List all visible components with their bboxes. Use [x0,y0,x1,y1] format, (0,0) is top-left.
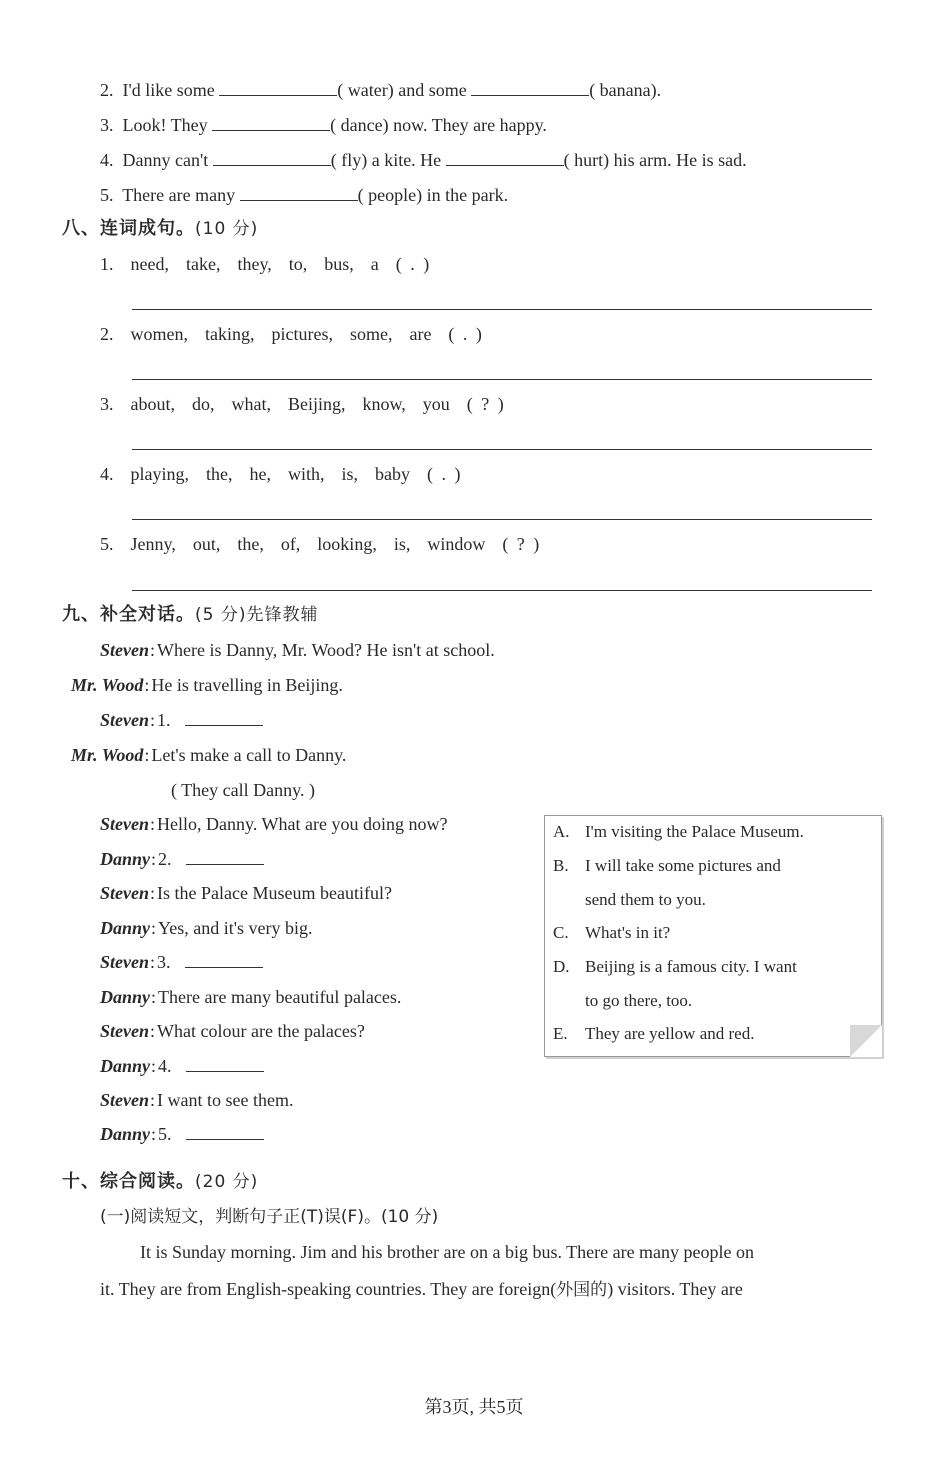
dialogue-line: Steven: Is the Palace Museum beautiful? [100,883,392,903]
reorder-item-1: 1. need, take, they, to, bus, a ( . ) [100,254,430,274]
dialogue-line: Steven: What colour are the palaces? [100,1021,365,1041]
fill-item-2: 2. I'd like some ( water) and some ( banana). [100,77,661,101]
page-curl-decoration [850,1025,882,1057]
option-item: C. What's in it? [553,923,671,942]
reorder-item-3: 3. about, do, what, Beijing, know, you ( ? ) [100,394,504,414]
dialogue-line: Steven: I want to see them. [100,1090,294,1110]
section-9-title: 九、补全对话。(5 分)先锋教辅 [62,604,319,625]
dialogue-line: Danny: 4. [100,1055,264,1077]
options-box [544,815,882,1057]
fill-item-5: 5. There are many ( people) in the park. [100,182,508,206]
answer-blank[interactable] [185,709,263,726]
answer-blank[interactable] [186,1055,264,1072]
dialogue-line: Mr. Wood: He is travelling in Beijing. [71,675,343,695]
section-10-subtitle: (一)阅读短文，判断句子正(T)误(F)。(10 分) [100,1207,439,1227]
dialogue-line: Danny: 5. [100,1123,264,1145]
answer-line[interactable] [132,309,872,310]
answer-blank[interactable] [219,77,337,96]
reading-passage-line-1: It is Sunday morning. Jim and his brother are on a big bus. There are many people on [140,1242,755,1262]
dialogue-line: Danny: Yes, and it's very big. [100,918,313,938]
fill-item-4: 4. Danny can't ( fly) a kite. He ( hurt) his arm. He is sad. [100,147,747,171]
reorder-item-4: 4. playing, the, he, with, is, baby ( . ) [100,464,461,484]
answer-blank[interactable] [212,112,330,131]
option-item-continued: send them to you. [585,890,706,909]
option-item-continued: to go there, too. [585,991,693,1010]
page-number: 第3页, 共5页 [424,1397,524,1417]
option-item: A. I'm visiting the Palace Museum. [553,822,804,841]
dialogue-line: Danny: There are many beautiful palaces. [100,987,402,1007]
answer-line[interactable] [132,449,872,450]
option-item: D. Beijing is a famous city. I want [553,957,797,976]
dialogue-line: Danny: 2. [100,848,264,870]
dialogue-line: Steven: 1. [100,709,263,731]
dialogue-line: Steven: Hello, Danny. What are you doing now? [100,814,448,834]
section-10-title: 十、综合阅读。(20 分) [62,1171,259,1192]
answer-blank[interactable] [186,1123,264,1140]
option-item: E. They are yellow and red. [553,1024,755,1043]
answer-blank[interactable] [471,77,589,96]
reading-passage-line-2: it. They are from English-speaking countries. They are foreign(外国的) visitors. They are [100,1279,743,1300]
answer-blank[interactable] [213,147,331,166]
section-8-title: 八、连词成句。(10 分) [62,218,259,239]
answer-blank[interactable] [446,147,564,166]
dialogue-stage-note: ( They call Danny. ) [171,780,315,800]
reorder-item-5: 5. Jenny, out, the, of, looking, is, window ( ? ) [100,534,540,554]
answer-blank[interactable] [185,951,263,968]
dialogue-line: Mr. Wood: Let's make a call to Danny. [71,745,347,765]
answer-blank[interactable] [240,182,358,201]
answer-line[interactable] [132,590,872,591]
answer-line[interactable] [132,519,872,520]
fill-item-3: 3. Look! They ( dance) now. They are happy. [100,112,547,136]
dialogue-line: Steven: 3. [100,951,263,973]
reorder-item-2: 2. women, taking, pictures, some, are ( . ) [100,324,482,344]
answer-line[interactable] [132,379,872,380]
dialogue-line: Steven: Where is Danny, Mr. Wood? He isn't at school. [100,640,495,660]
answer-blank[interactable] [186,848,264,865]
option-item: B. I will take some pictures and [553,856,781,875]
